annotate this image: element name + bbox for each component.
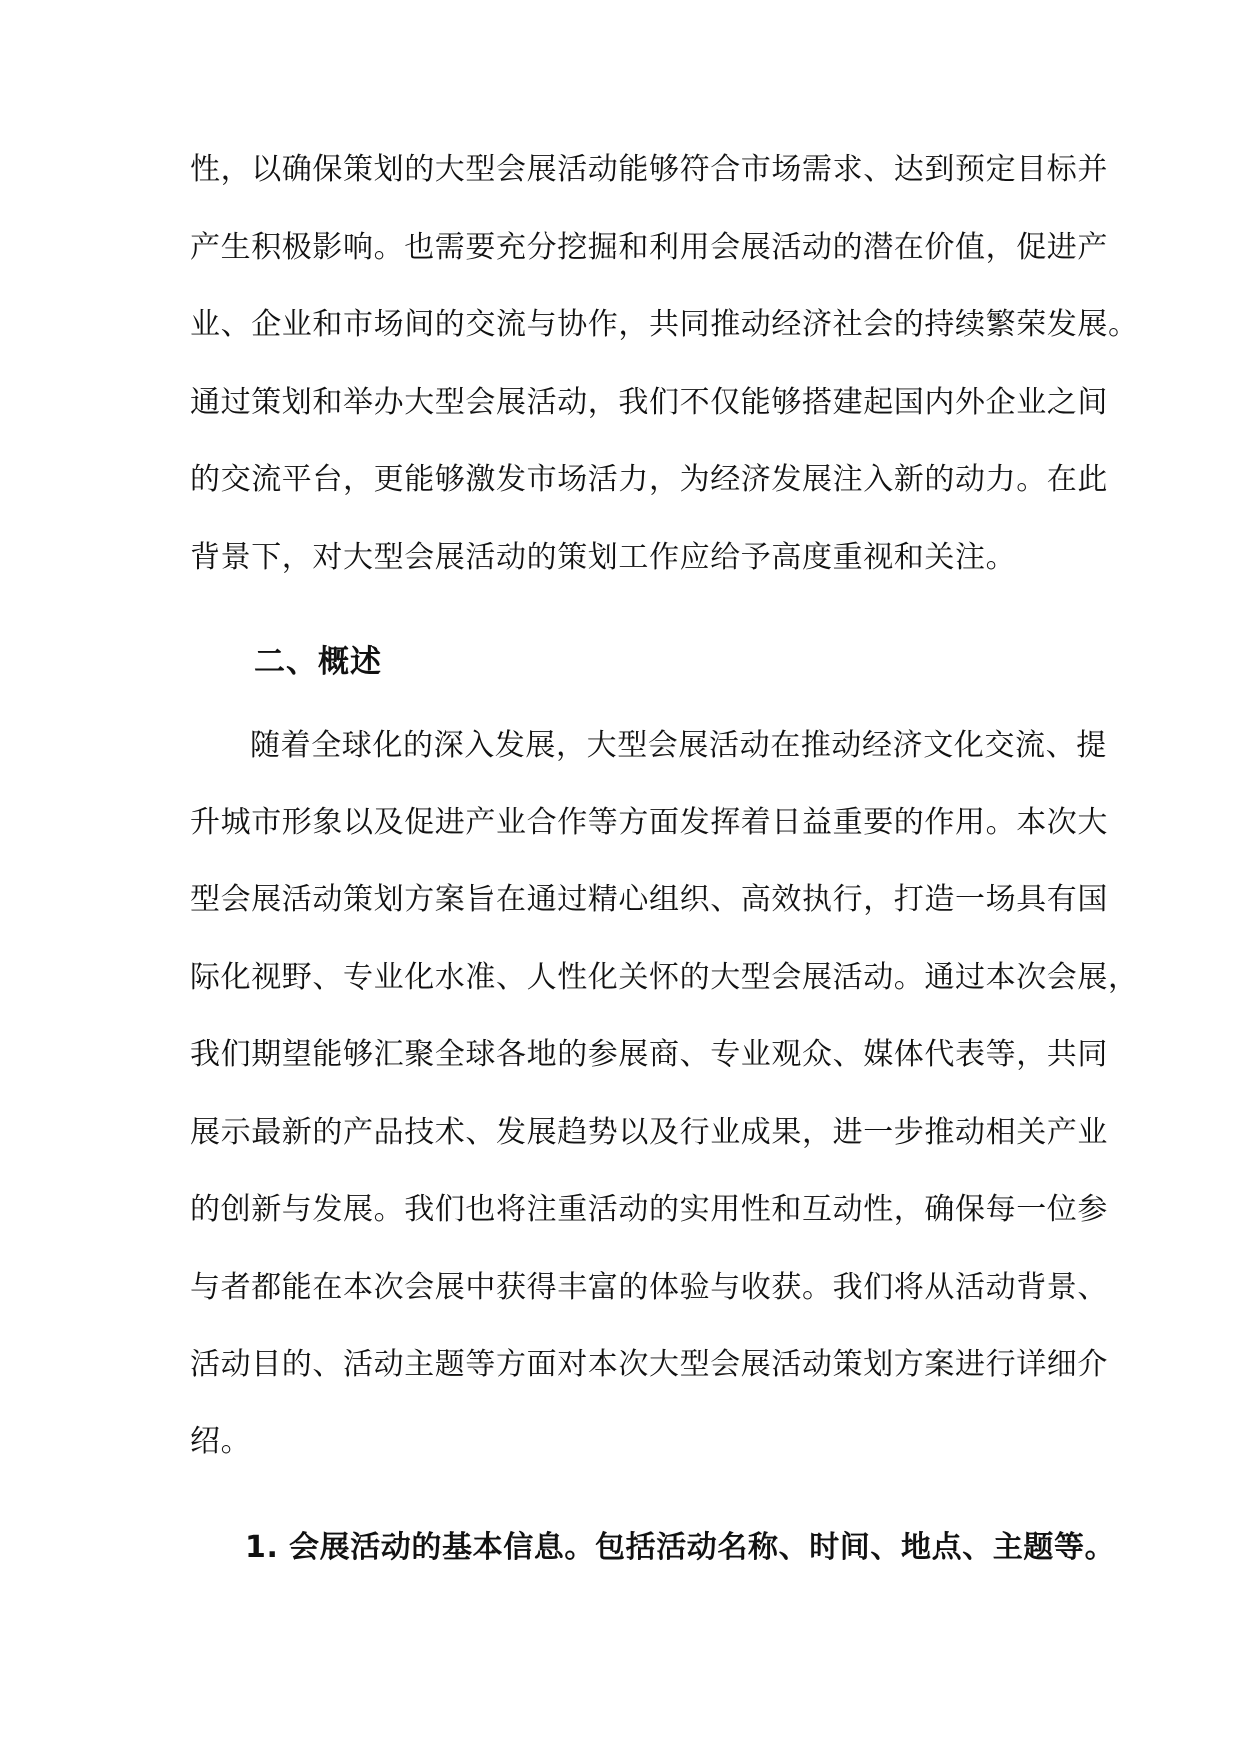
paragraph-line: 展示最新的产品技术、发展趋势以及行业成果，进一步推动相关产业 bbox=[190, 1115, 1108, 1150]
paragraph-line: 我们期望能够汇聚全球各地的参展商、专业观众、媒体代表等，共同 bbox=[190, 1037, 1108, 1072]
paragraph-line: 绍。 bbox=[190, 1424, 252, 1459]
paragraph-line: 际化视野、专业化水准、人性化关怀的大型会展活动。通过本次会展， bbox=[190, 960, 1139, 995]
paragraph-line: 与者都能在本次会展中获得丰富的体验与收获。我们将从活动背景、 bbox=[190, 1270, 1108, 1305]
paragraph-line: 背景下，对大型会展活动的策划工作应给予高度重视和关注。 bbox=[190, 540, 1017, 575]
paragraph-line: 活动目的、活动主题等方面对本次大型会展活动策划方案进行详细介 bbox=[190, 1347, 1108, 1382]
numbered-item bbox=[245, 1528, 1115, 1568]
paragraph-line: 通过策划和举办大型会展活动，我们不仅能够搭建起国内外企业之间 bbox=[190, 385, 1108, 420]
paragraph-line: 升城市形象以及促进产业合作等方面发挥着日益重要的作用。本次大 bbox=[190, 805, 1108, 840]
paragraph-line: 的创新与发展。我们也将注重活动的实用性和互动性，确保每一位参 bbox=[190, 1192, 1108, 1227]
section-heading: 二、概述 bbox=[254, 644, 382, 680]
paragraph-line: 的交流平台，更能够激发市场活力，为经济发展注入新的动力。在此 bbox=[190, 462, 1108, 497]
paragraph-line: 业、企业和市场间的交流与协作，共同推动经济社会的持续繁荣发展。 bbox=[190, 307, 1139, 342]
paragraph-line: 随着全球化的深入发展，大型会展活动在推动经济文化交流、提 bbox=[250, 728, 1107, 763]
item-text: 会展活动的基本信息。包括活动名称、时间、地点、主题等。 bbox=[289, 1530, 1116, 1565]
paragraph-line: 型会展活动策划方案旨在通过精心组织、高效执行，打造一场具有国 bbox=[190, 882, 1108, 917]
item-number: 1. bbox=[245, 1530, 279, 1565]
paragraph-line: 性，以确保策划的大型会展活动能够符合市场需求、达到预定目标并 bbox=[190, 152, 1108, 187]
paragraph-line: 产生积极影响。也需要充分挖掘和利用会展活动的潜在价值，促进产 bbox=[190, 230, 1108, 265]
